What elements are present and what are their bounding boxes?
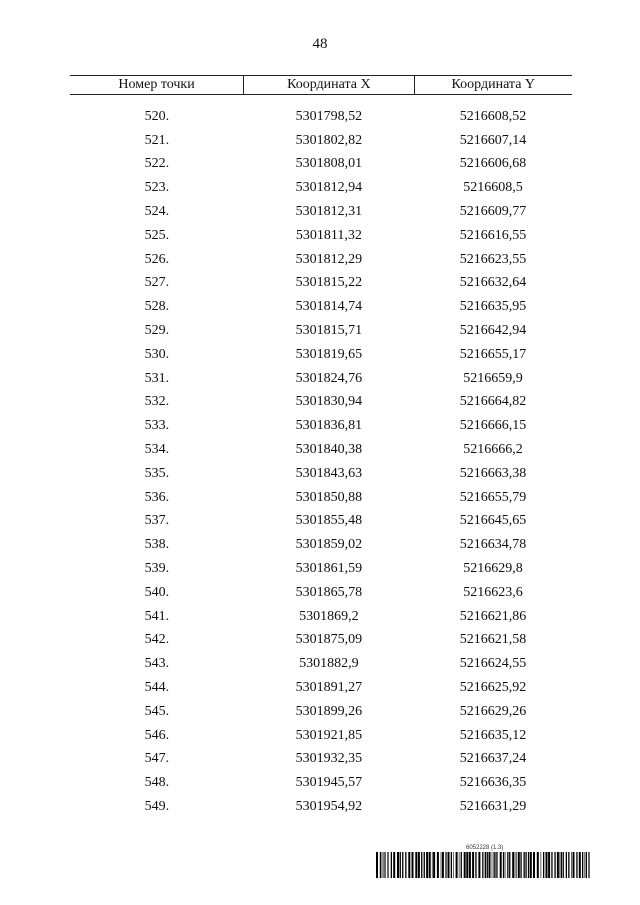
table-row xyxy=(70,200,572,224)
table-row xyxy=(70,319,572,343)
cell-coordinate-y: 5216607,14 xyxy=(459,132,527,148)
cell-point-number: 533. xyxy=(144,418,170,434)
cell-coordinate-x: 5301811,32 xyxy=(295,227,362,243)
cell-coordinate-x: 5301843,63 xyxy=(295,465,363,481)
table-row xyxy=(70,581,572,605)
cell-coordinate-x: 5301815,71 xyxy=(295,323,363,339)
table-row xyxy=(70,486,572,510)
cell-point-number: 539. xyxy=(144,561,170,577)
cell-coordinate-y: 5216606,68 xyxy=(459,156,527,172)
cell-coordinate-x: 5301882,9 xyxy=(299,656,359,672)
cell-coordinate-y: 5216655,79 xyxy=(459,489,527,505)
cell-coordinate-x: 5301812,94 xyxy=(295,180,363,196)
cell-coordinate-y: 5216623,55 xyxy=(459,251,527,267)
cell-point-number: 542. xyxy=(144,632,170,648)
table-row xyxy=(70,795,572,819)
table-row xyxy=(70,129,572,153)
cell-point-number: 543. xyxy=(144,656,170,672)
table-row xyxy=(70,295,572,319)
table-row xyxy=(70,391,572,415)
cell-point-number: 541. xyxy=(144,608,170,624)
barcode-icon xyxy=(376,852,590,878)
coordinates-table xyxy=(70,75,572,819)
table-row xyxy=(70,176,572,200)
cell-point-number: 540. xyxy=(144,584,170,600)
cell-coordinate-x: 5301812,29 xyxy=(295,251,363,267)
cell-coordinate-x: 5301819,65 xyxy=(295,346,363,362)
cell-point-number: 544. xyxy=(144,680,170,696)
cell-point-number: 531. xyxy=(144,370,170,386)
table-row xyxy=(70,652,572,676)
cell-point-number: 532. xyxy=(144,394,170,410)
cell-coordinate-y: 5216609,77 xyxy=(459,204,527,220)
cell-coordinate-y: 5216659,9 xyxy=(463,370,523,386)
table-row xyxy=(70,748,572,772)
cell-point-number: 527. xyxy=(144,275,170,291)
cell-point-number: 520. xyxy=(144,108,170,124)
cell-point-number: 526. xyxy=(144,251,170,267)
cell-coordinate-x: 5301899,26 xyxy=(295,703,363,719)
cell-coordinate-y: 5216635,95 xyxy=(459,299,527,315)
cell-coordinate-y: 5216642,94 xyxy=(459,323,527,339)
table-row xyxy=(70,343,572,367)
cell-coordinate-y: 5216634,78 xyxy=(459,537,527,553)
cell-coordinate-x: 5301812,31 xyxy=(295,204,363,220)
cell-point-number: 523. xyxy=(144,180,170,196)
cell-point-number: 535. xyxy=(144,465,170,481)
cell-coordinate-y: 5216621,86 xyxy=(459,608,527,624)
table-row xyxy=(70,629,572,653)
table-row xyxy=(70,272,572,296)
cell-coordinate-y: 5216655,17 xyxy=(459,346,527,362)
cell-coordinate-x: 5301814,74 xyxy=(295,299,363,315)
barcode-label: 6052228 (1.3) xyxy=(466,845,504,851)
cell-coordinate-y: 5216629,26 xyxy=(459,703,527,719)
cell-point-number: 545. xyxy=(144,703,170,719)
table-row xyxy=(70,605,572,629)
cell-coordinate-x: 5301855,48 xyxy=(295,513,363,529)
table-body xyxy=(70,95,572,819)
cell-point-number: 537. xyxy=(144,513,170,529)
cell-coordinate-y: 5216621,58 xyxy=(459,632,527,648)
cell-coordinate-y: 5216625,92 xyxy=(459,680,527,696)
page-number: 48 xyxy=(312,36,328,52)
header-point-number: Номер точки xyxy=(70,76,244,95)
table-row xyxy=(70,510,572,534)
cell-coordinate-x: 5301836,81 xyxy=(295,418,363,434)
cell-coordinate-x: 5301824,76 xyxy=(295,370,363,386)
table-row xyxy=(70,700,572,724)
cell-point-number: 529. xyxy=(144,323,170,339)
cell-coordinate-x: 5301921,85 xyxy=(295,727,363,743)
table-row xyxy=(70,414,572,438)
cell-coordinate-y: 5216666,15 xyxy=(459,418,527,434)
cell-point-number: 536. xyxy=(144,489,170,505)
cell-coordinate-x: 5301830,94 xyxy=(295,394,363,410)
cell-coordinate-y: 5216631,29 xyxy=(459,799,527,814)
table-row xyxy=(70,248,572,272)
cell-point-number: 549. xyxy=(144,799,170,814)
cell-point-number: 525. xyxy=(144,227,170,243)
cell-coordinate-y: 5216623,6 xyxy=(463,584,523,600)
cell-point-number: 548. xyxy=(144,775,170,791)
header-row xyxy=(70,76,572,95)
cell-coordinate-x: 5301875,09 xyxy=(295,632,363,648)
cell-point-number: 528. xyxy=(144,299,170,315)
cell-coordinate-y: 5216608,52 xyxy=(459,108,527,124)
table-row xyxy=(70,462,572,486)
table-row xyxy=(70,557,572,581)
table-header xyxy=(70,76,572,95)
cell-point-number: 538. xyxy=(144,537,170,553)
cell-coordinate-x: 5301808,01 xyxy=(295,156,363,172)
header-coordinate-x: Координата X xyxy=(244,76,414,95)
cell-coordinate-y: 5216632,64 xyxy=(459,275,527,291)
cell-point-number: 522. xyxy=(144,156,170,172)
table-row xyxy=(70,724,572,748)
cell-point-number: 547. xyxy=(144,751,170,767)
cell-point-number: 546. xyxy=(144,727,170,743)
table-row xyxy=(70,533,572,557)
cell-coordinate-x: 5301891,27 xyxy=(295,680,363,696)
table-row xyxy=(70,105,572,129)
table-row xyxy=(70,153,572,177)
cell-point-number: 521. xyxy=(144,132,170,148)
cell-coordinate-y: 5216637,24 xyxy=(459,751,527,767)
cell-coordinate-y: 5216645,65 xyxy=(459,513,527,529)
cell-coordinate-x: 5301945,57 xyxy=(295,775,363,791)
table-row xyxy=(70,771,572,795)
cell-coordinate-y: 5216663,38 xyxy=(459,465,527,481)
cell-coordinate-x: 5301954,92 xyxy=(295,799,363,814)
cell-coordinate-x: 5301859,02 xyxy=(295,537,363,553)
cell-coordinate-y: 5216624,55 xyxy=(459,656,527,672)
cell-coordinate-x: 5301932,35 xyxy=(295,751,363,767)
cell-coordinate-y: 5216629,8 xyxy=(463,561,523,577)
cell-coordinate-y: 5216664,82 xyxy=(459,394,527,410)
cell-coordinate-y: 5216636,35 xyxy=(459,775,527,791)
cell-coordinate-x: 5301802,82 xyxy=(295,132,363,148)
table-row xyxy=(70,676,572,700)
cell-coordinate-x: 5301798,52 xyxy=(295,108,363,124)
cell-coordinate-y: 5216608,5 xyxy=(463,180,523,196)
cell-coordinate-x: 5301861,59 xyxy=(295,561,363,577)
table-row xyxy=(70,224,572,248)
cell-point-number: 530. xyxy=(144,346,170,362)
cell-coordinate-y: 5216616,55 xyxy=(459,227,527,243)
cell-coordinate-x: 5301815,22 xyxy=(295,275,363,291)
cell-coordinate-x: 5301869,2 xyxy=(299,608,359,624)
cell-coordinate-x: 5301865,78 xyxy=(295,584,363,600)
header-coordinate-y: Координата Y xyxy=(414,76,572,95)
cell-coordinate-y: 5216635,12 xyxy=(459,727,527,743)
table-spacer xyxy=(70,95,572,106)
cell-coordinate-y: 5216666,2 xyxy=(463,442,523,458)
cell-point-number: 524. xyxy=(144,204,170,220)
cell-coordinate-x: 5301850,88 xyxy=(295,489,363,505)
cell-point-number: 534. xyxy=(144,442,170,458)
table-row xyxy=(70,438,572,462)
cell-coordinate-x: 5301840,38 xyxy=(295,442,363,458)
table-row xyxy=(70,367,572,391)
